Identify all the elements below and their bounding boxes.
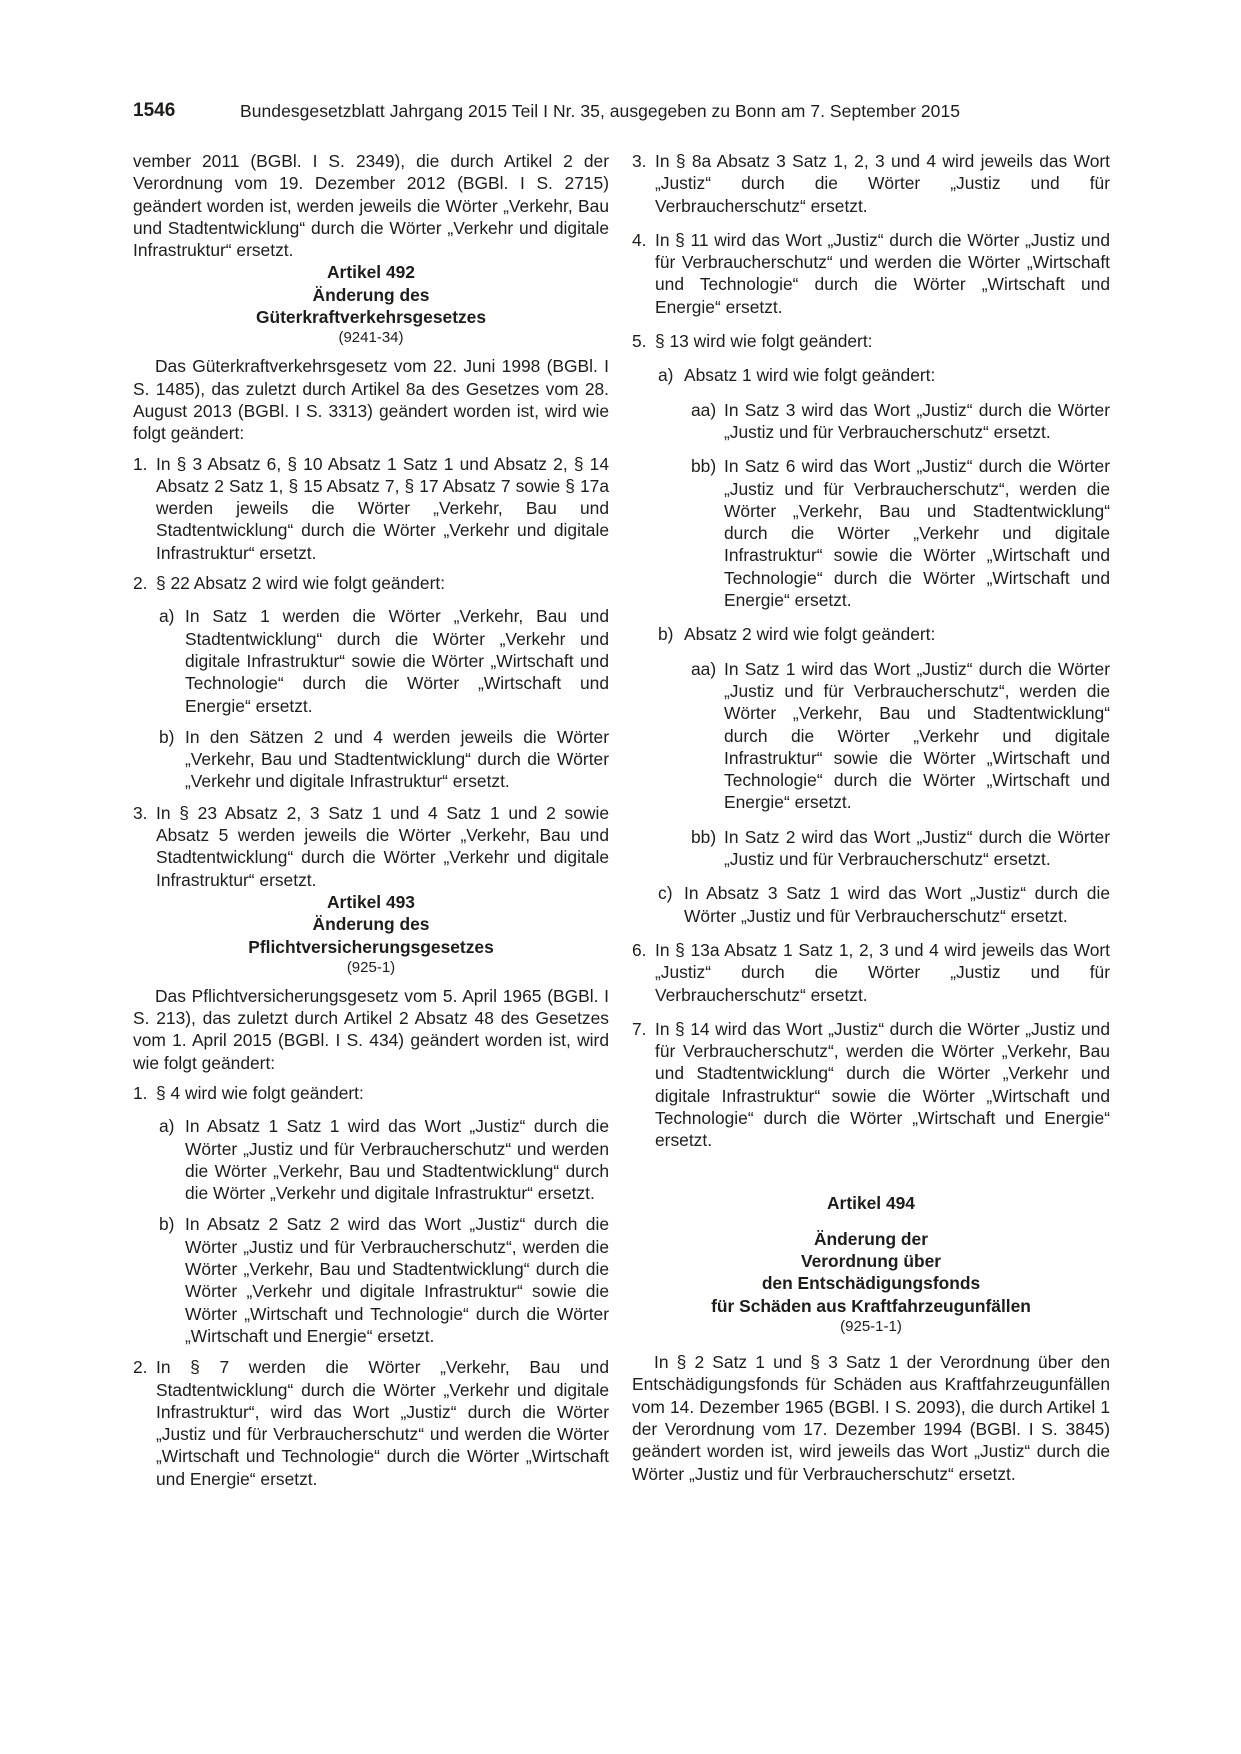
item-label: 3. [133, 802, 148, 823]
item-text: In § 23 Absatz 2, 3 Satz 1 und 4 Satz 1 und 2 sowie Absatz 5 werden jeweils die Wörter „Verkehr, Bau und Stadtentwicklung“ durch die Wörter „Verkehr und digitale Infrastruktur“ ersetzt. [156, 802, 609, 890]
article-493-title: Artikel 493 [327, 891, 415, 912]
article-493-item-5c [658, 882, 1110, 927]
article-493-heading-line: Änderung des [312, 914, 430, 935]
article-493-item-1 [133, 1082, 609, 1104]
item-label: b) [658, 624, 674, 645]
article-492-heading-line: Änderung des [312, 284, 430, 305]
item-text: In Satz 3 wird das Wort „Justiz“ durch die Wörter „Justiz und für Verbraucherschutz“ ersetzt. [724, 399, 1110, 442]
item-text: In Satz 2 wird das Wort „Justiz“ durch die Wörter „Justiz und für Verbraucherschutz“ ersetzt. [724, 826, 1110, 870]
article-494-heading [632, 1228, 1110, 1317]
item-text: In Satz 6 wird das Wort „Justiz“ durch die Wörter „Justiz und für Verbraucherschutz“, werden die Wörter „Verkehr, Bau und Stadtentwicklung“ durch die Wörter „Verkehr und digitale Infrastruktur“ sowie die Wörter „Wirtschaft und Technologie“ durch die Wörter „Wirtschaft und Energie“ ersetzt. [724, 456, 1110, 611]
article-492-fna: (9241-34) [338, 329, 404, 347]
item-text: In den Sätzen 2 und 4 werden jeweils die Wörter „Verkehr, Bau und Stadtentwicklung“ durch die Wörter „Verkehr und digitale Infrastruktur“ ersetzt. [185, 726, 609, 792]
article-493-item-1a [159, 1115, 609, 1204]
article-494-heading-line: Änderung der [813, 1228, 928, 1249]
article-493-item-5 [632, 330, 1110, 352]
article-493-item-4 [632, 229, 1110, 318]
item-label: aa) [691, 658, 717, 679]
item-label: 5. [632, 331, 647, 352]
article-492-item-3 [133, 802, 609, 891]
item-text: In § 11 wird das Wort „Justiz“ durch die Wörter „Justiz und für Verbraucherschutz“ und werden die Wörter „Wirtschaft und Technologie“ durch die Wörter „Wirtschaft und Energie“ ersetzt. [655, 229, 1110, 317]
item-label: a) [159, 606, 175, 627]
item-label: 2. [133, 573, 148, 594]
article-492-item-2b [159, 726, 609, 793]
page-header [133, 100, 1113, 130]
article-493-item-7 [632, 1018, 1110, 1152]
article-493-item-5a-aa [691, 399, 1110, 444]
left-column [133, 150, 609, 1490]
item-label: 6. [632, 939, 647, 960]
item-label: a) [159, 1116, 175, 1137]
article-492-item-2a [159, 605, 609, 716]
article-494-heading-line: den Entschädigungsfonds [761, 1273, 981, 1294]
item-text: In § 13a Absatz 1 Satz 1, 2, 3 und 4 wird jeweils das Wort „Justiz“ durch die Wörter „Justiz und für Verbraucherschutz“ ersetzt. [655, 939, 1110, 1005]
item-text: Absatz 2 wird wie folgt geändert: [684, 624, 936, 645]
article-493-item-1b [159, 1213, 609, 1347]
item-label: bb) [691, 456, 717, 477]
item-text: § 4 wird wie folgt geändert: [156, 1082, 364, 1103]
page-number: 1546 [133, 100, 176, 121]
article-493-intro: Das Pflichtversicherungsgesetz vom 5. April 1965 (BGBl. I S. 213), das zuletzt durch Artikel 2 Absatz 48 des Gesetzes vom 1. April 2015 (BGBl. I S. 434) geändert worden ist, wird wie folgt geändert: [133, 985, 609, 1073]
article-494-fna: (925-1-1) [840, 1318, 902, 1336]
article-493-item-6 [632, 939, 1110, 1006]
item-label: b) [159, 1214, 175, 1235]
article-493-heading-line: Pflichtversicherungsgesetzes [248, 936, 494, 957]
item-text: In Satz 1 werden die Wörter „Verkehr, Bau und Stadtentwicklung“ durch die Wörter „Verkehr und digitale Infrastruktur“ sowie die Wörter „Wirtschaft und Technologie“ durch die Wörter „Wirtschaft und Energie“ ersetzt. [185, 606, 609, 716]
item-text: In § 3 Absatz 6, § 10 Absatz 1 Satz 1 und Absatz 2, § 14 Absatz 2 Satz 1, § 15 Absatz 7, § 17 Absatz 7 sowie § 17a werden jeweils die Wörter „Verkehr, Bau und Stadtentwicklung“ durch die Wörter „Verkehr und digitale Infrastruktur“ ersetzt. [156, 453, 609, 563]
item-text: In Absatz 3 Satz 1 wird das Wort „Justiz“ durch die Wörter „Justiz und für Verbraucherschutz“ ersetzt. [684, 883, 1110, 926]
item-text: In § 14 wird das Wort „Justiz“ durch die Wörter „Justiz und für Verbraucherschutz“, werden die Wörter „Verkehr, Bau und Stadtentwicklung“ durch die Wörter „Verkehr und digitale Infrastruktur“ sowie die Wörter „Wirtschaft und Technologie“ durch die Wörter „Wirtschaft und Energie“ ersetzt. [655, 1018, 1110, 1151]
article-494-heading-line: für Schäden aus Kraftfahrzeugunfällen [711, 1295, 1031, 1316]
article-492-item-1 [133, 453, 609, 564]
item-text: In Absatz 1 Satz 1 wird das Wort „Justiz“ durch die Wörter „Justiz und für Verbraucherschutz“ und werden die Wörter „Verkehr, Bau und Stadtentwicklung“ durch die Wörter „Verkehr und digitale Infrastruktur“ ersetzt. [185, 1116, 609, 1204]
article-492-intro: Das Güterkraftverkehrsgesetz vom 22. Juni 1998 (BGBl. I S. 1485), das zuletzt durch Artikel 8a des Gesetzes vom 28. August 2013 (BGBl. I S. 3313) geändert worden ist, wird wie folgt geändert: [133, 356, 609, 444]
item-label: b) [159, 726, 175, 747]
right-column [632, 150, 1110, 1485]
item-label: c) [658, 883, 673, 904]
article-493-item-3 [632, 150, 1110, 217]
article-493-item-5a [658, 364, 1110, 386]
item-text: § 22 Absatz 2 wird wie folgt geändert: [156, 573, 446, 594]
article-494-heading-line: Verordnung über [800, 1251, 942, 1272]
item-text: § 13 wird wie folgt geändert: [655, 331, 873, 352]
item-label: bb) [691, 826, 717, 847]
item-label: 2. [133, 1357, 148, 1378]
item-label: 4. [632, 229, 647, 250]
article-492-heading [133, 284, 609, 329]
article-493-item-5b-aa [691, 658, 1110, 814]
article-493-item-5b-bb [691, 826, 1110, 871]
item-text: In § 7 werden die Wörter „Verkehr, Bau und Stadtentwicklung“ durch die Wörter „Verkehr und digitale Infrastruktur“, wird das Wort „Justiz“ durch die Wörter „Justiz und für Verbraucherschutz“ und werden die Wörter „Wirtschaft und Technologie“ durch die Wörter „Wirtschaft und Energie“ ersetzt. [156, 1357, 609, 1489]
item-text: In Satz 1 wird das Wort „Justiz“ durch die Wörter „Justiz und für Verbraucherschutz“, werden die Wörter „Verkehr, Bau und Stadtentwicklung“ durch die Wörter „Verkehr und digitale Infrastruktur“ sowie die Wörter „Wirtschaft und Technologie“ durch die Wörter „Wirtschaft und Energie“ ersetzt. [724, 658, 1110, 813]
article-493-fna: (925-1) [346, 958, 396, 976]
article-494-title: Artikel 494 [827, 1192, 915, 1213]
item-text: In § 8a Absatz 3 Satz 1, 2, 3 und 4 wird jeweils das Wort „Justiz“ durch die Wörter „Justiz und für Verbraucherschutz“ ersetzt. [655, 151, 1110, 216]
item-label: 3. [632, 151, 647, 171]
gazette-header-title: Bundesgesetzblatt Jahrgang 2015 Teil I Nr. 35, ausgegeben zu Bonn am 7. September 2015 [240, 101, 961, 121]
article-493-heading [133, 913, 609, 958]
article-494-text: In § 2 Satz 1 und § 3 Satz 1 der Verordnung über den Entschädigungsfonds für Schäden aus Kraftfahrzeugunfällen vom 14. Dezember 1965 (BGBl. I S. 2093), die durch Artikel 1 der Verordnung vom 17. Dezember 1994 (BGBl. I S. 3845) geändert worden ist, wird jeweils das Wort „Justiz“ durch die Wörter „Justiz und für Verbraucherschutz“ ersetzt. [632, 1352, 1110, 1484]
item-label: 1. [133, 453, 148, 474]
item-label: aa) [691, 399, 717, 420]
article-492-title: Artikel 492 [327, 262, 415, 283]
article-492-heading-line: Güterkraftverkehrsgesetzes [255, 307, 487, 328]
item-label: 1. [133, 1082, 148, 1103]
continuation-paragraph: vember 2011 (BGBl. I S. 2349), die durch Artikel 2 der Verordnung vom 19. Dezember 2012 (BGBl. I S. 2715) geändert worden ist, werden jeweils die Wörter „Verkehr, Bau und Stadtentwicklung“ durch die Wörter „Verkehr und digitale Infrastruktur“ ersetzt. [133, 151, 609, 261]
article-493-item-5a-bb [691, 455, 1110, 611]
item-text: Absatz 1 wird wie folgt geändert: [684, 365, 936, 386]
item-label: a) [658, 365, 674, 386]
item-label: 7. [632, 1018, 647, 1039]
item-text: In Absatz 2 Satz 2 wird das Wort „Justiz“ durch die Wörter „Justiz und für Verbraucherschutz“, werden die Wörter „Verkehr, Bau und Stadtentwicklung“ durch die Wörter „Verkehr und digitale Infrastruktur“ sowie die Wörter „Wirtschaft und Technologie“ durch die Wörter „Wirtschaft und Energie“ ersetzt. [185, 1214, 609, 1346]
article-492-item-2 [133, 572, 609, 594]
article-493-item-2 [133, 1356, 609, 1490]
article-493-item-5b [658, 623, 1110, 645]
